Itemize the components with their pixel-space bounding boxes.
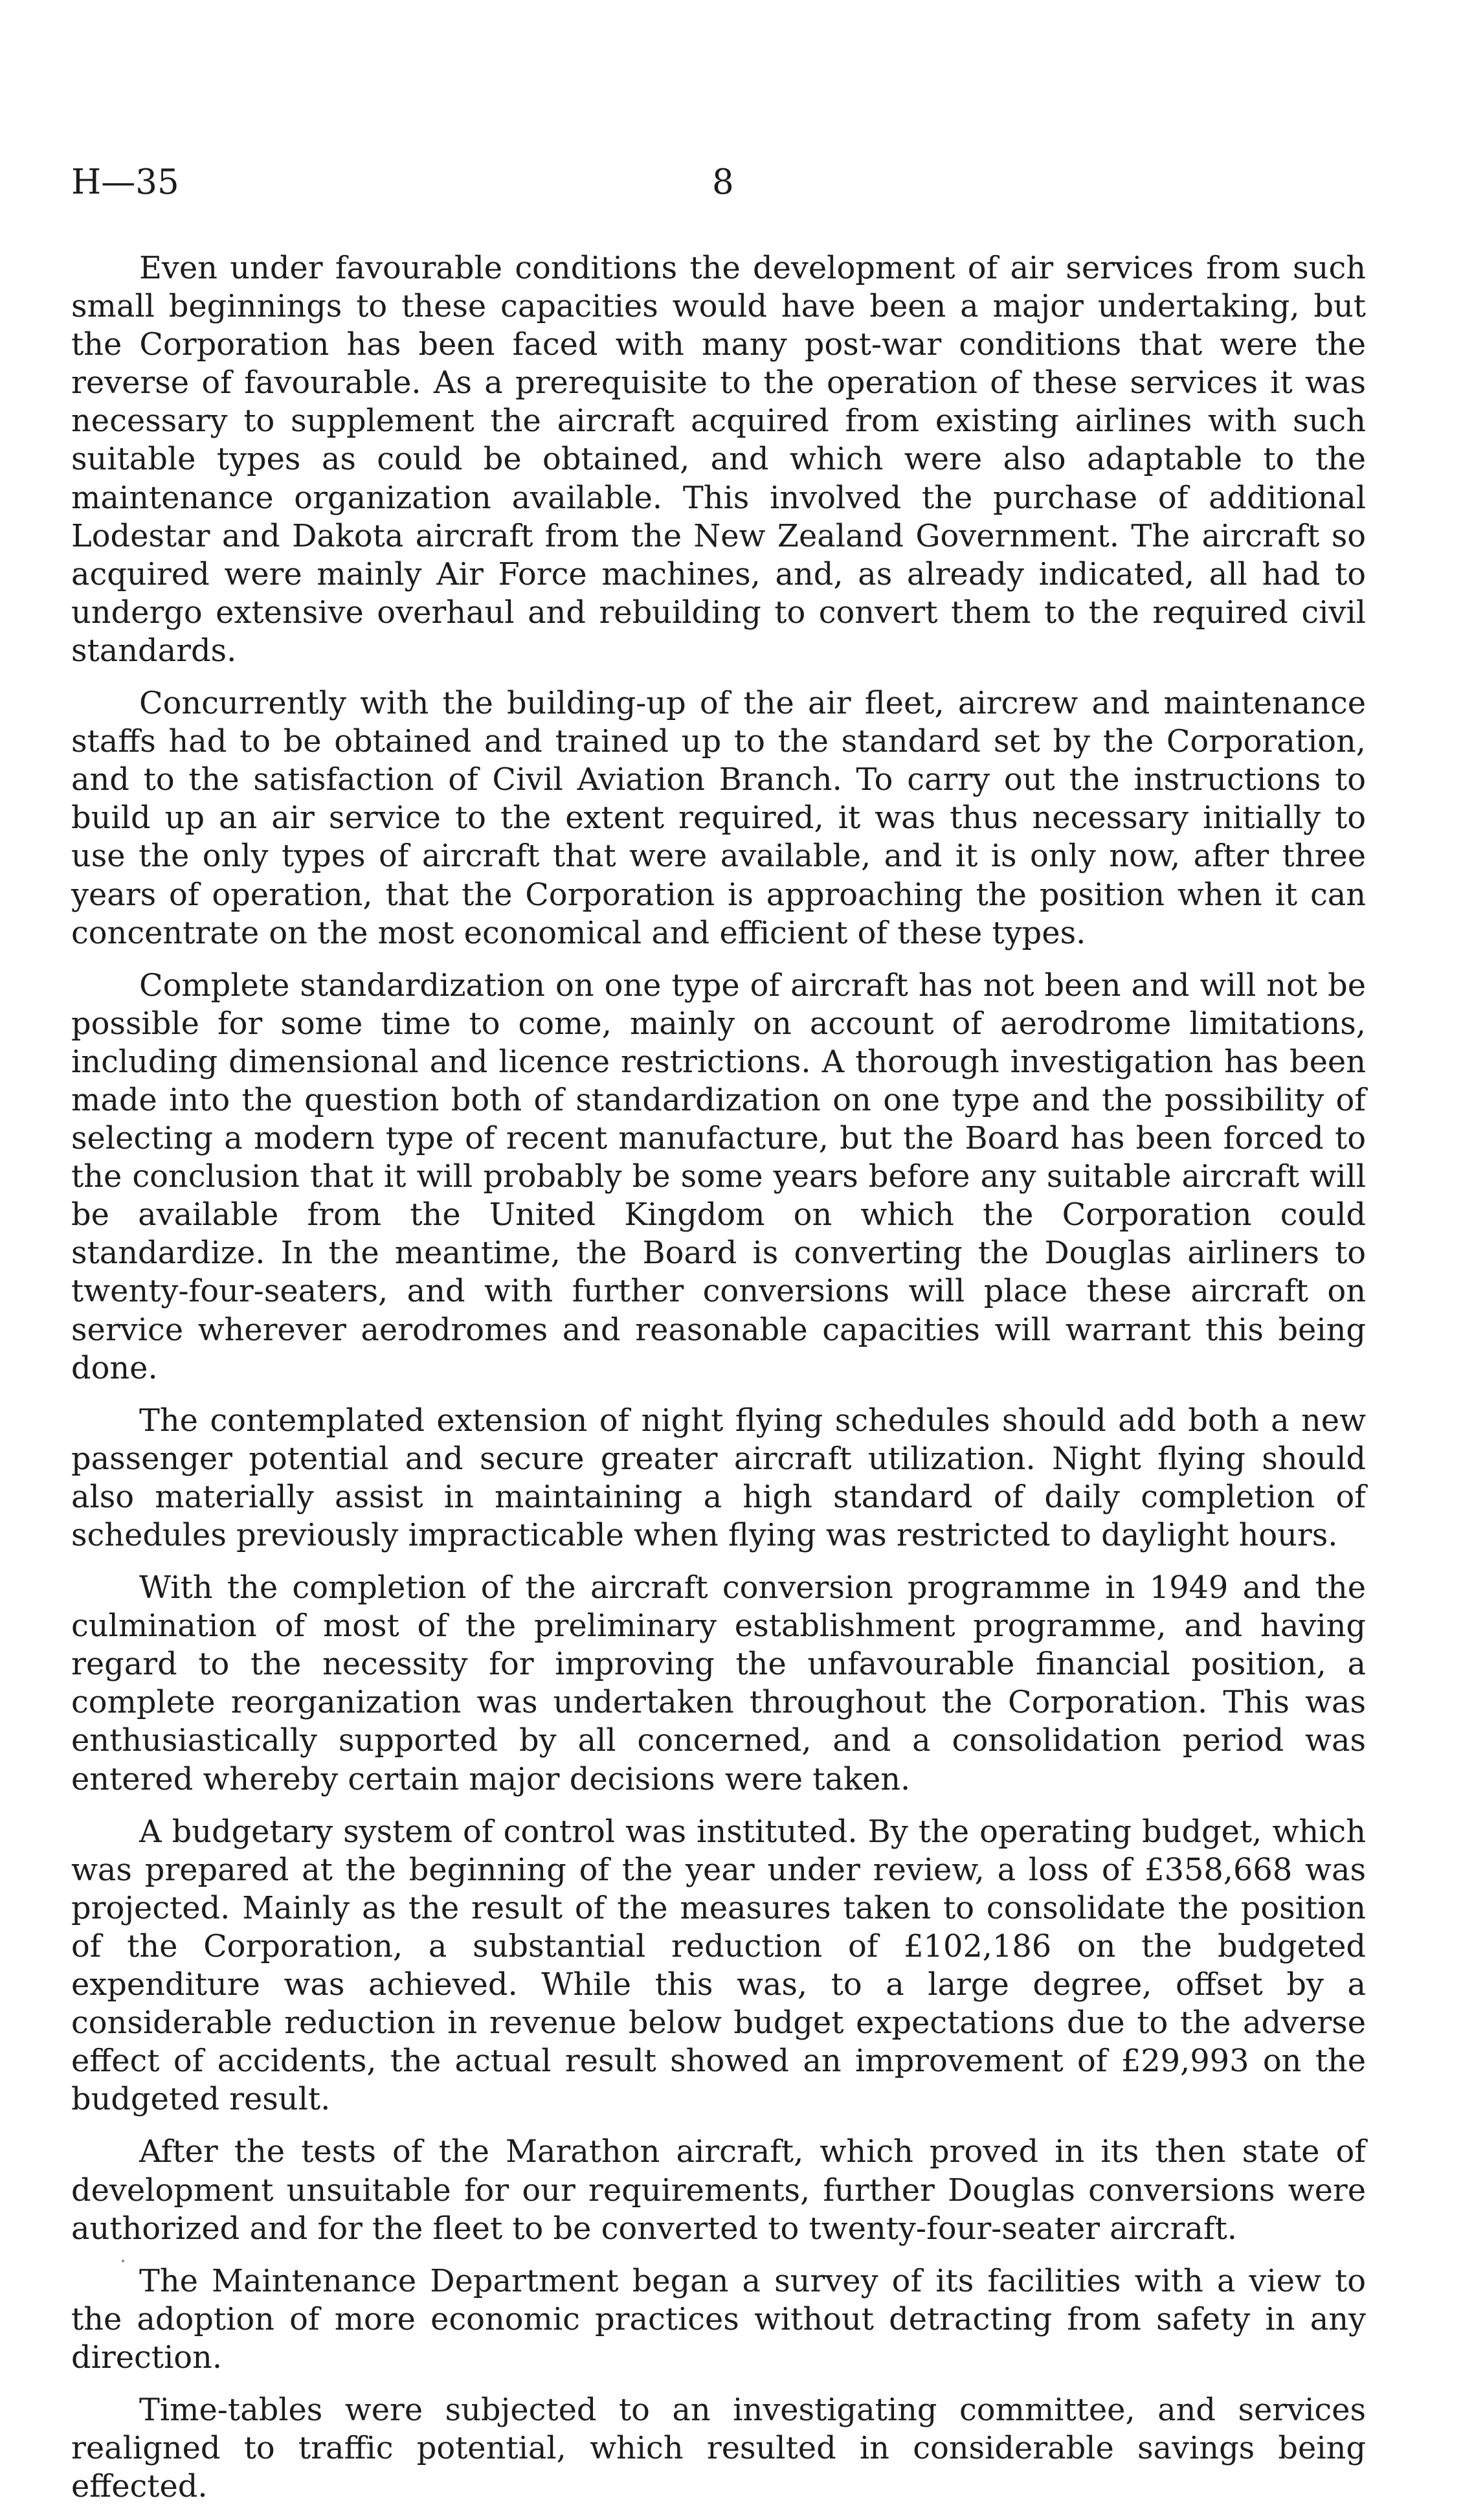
- paragraph: A budgetary system of control was instituted. By the operating budget, which was prepared at the beginning of the year under review, a loss of £358,668 was projected. Mainly as the result of the measures taken to consolidate the position of the Corporation, a substantial reduction of £102,186 on the budgeted expenditure was achieved. While this was, to a large degree, offset by a considerable reduction in revenue below budget expectations due to the adverse effect of accidents, the actual result showed an improvement of £29,993 on the budgeted result.: [71, 1814, 1366, 2118]
- page-number: 8: [712, 163, 734, 202]
- paragraph: Concurrently with the building-up of the air fleet, aircrew and maintenance staffs had to be obtained and trained up to the standard set by the Corporation, and to the satisfaction of Civil Aviation Branch. To carry out the instructions to build up an air service to the extent required, it was thus necessary initially to use the only types of aircraft that were available, and it is only now, after three years of operation, that the Corporation is approaching the position when it can concentrate on the most economical and efficient of these types.: [71, 686, 1366, 951]
- paragraph: The contemplated extension of night flying schedules should add both a new passenger potential and secure greater aircraft utilization. Night flying should also materially assist in maintaining a high standard of daily completion of schedules previously impracticable when flying was restricted to daylight hours.: [71, 1402, 1366, 1553]
- paragraph: With the completion of the aircraft conversion programme in 1949 and the culmination of most of the preliminary establishment programme, and having regard to the necessity for improving the unfavourable financial position, a complete reorganization was undertaken throughout the Corporation. This was enthusiastically supported by all concerned, and a consolidation period was entered whereby certain major decisions were taken.: [71, 1570, 1366, 1797]
- document-code: H—35: [71, 163, 179, 202]
- paragraph: The Maintenance Department began a survey of its facilities with a view to the adoption of more economic practices without detracting from safety in any direction.: [71, 2263, 1366, 2376]
- paragraph: Time-tables were subjected to an investigating committee, and services realigned to traffic potential, which resulted in considerable savings being effected.: [71, 2392, 1366, 2505]
- body-text: [71, 249, 1366, 2520]
- stray-ink-mark: [122, 2260, 124, 2262]
- page-header: [71, 157, 1366, 208]
- paragraph: Even under favourable conditions the development of air services from such small beginnings to these capacities would have been a major undertaking, but the Corporation has been faced with many post-war conditions that were the reverse of favourable. As a prerequisite to the operation of these services it was necessary to supplement the aircraft acquired from existing airlines with such suitable types as could be obtained, and which were also adaptable to the maintenance organization available. This involved the purchase of additional Lodestar and Dakota aircraft from the New Zealand Government. The aircraft so acquired were mainly Air Force machines, and, as already indicated, all had to undergo extensive overhaul and rebuilding to convert them to the required civil standards.: [71, 251, 1366, 669]
- paragraph: After the tests of the Marathon aircraft, which proved in its then state of development unsuitable for our requirements, further Douglas conversions were authorized and for the fleet to be converted to twenty-four-seater aircraft.: [71, 2134, 1366, 2247]
- paragraph: Complete standardization on one type of aircraft has not been and will not be possible for some time to come, mainly on account of aerodrome limitations, including dimensional and licence restrictions. A thorough investigation has been made into the question both of standardization on one type and the possibility of selecting a modern type of recent manufacture, but the Board has been forced to the conclusion that it will probably be some years before any suitable aircraft will be available from the United Kingdom on which the Corporation could standardize. In the meantime, the Board is converting the Douglas airliners to twenty-four-seaters, and with further conversions will place these aircraft on service wherever aerodromes and reasonable capacities will warrant this being done.: [71, 967, 1366, 1386]
